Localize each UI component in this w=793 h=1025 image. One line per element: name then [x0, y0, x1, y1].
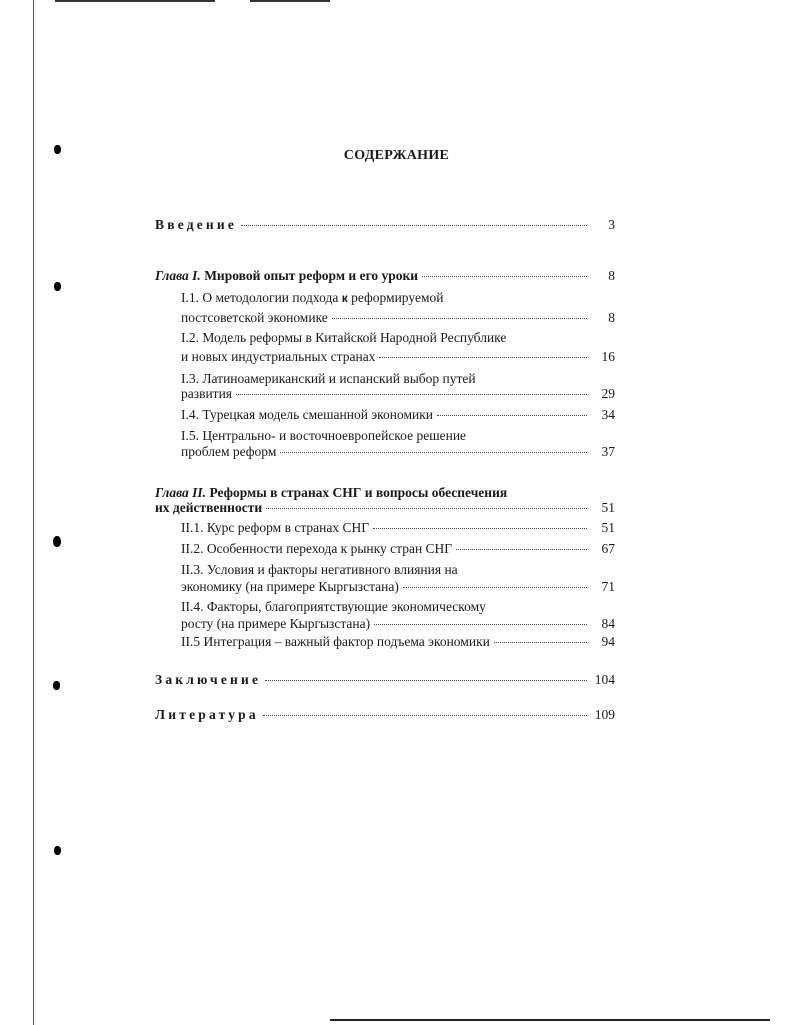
page-number: 8	[608, 310, 615, 325]
page-number: 34	[601, 407, 615, 422]
dot-leader	[266, 508, 587, 509]
dot-leader	[236, 394, 587, 395]
dot-leader	[403, 587, 587, 588]
page-number: 3	[608, 217, 615, 232]
toc-section-2-5[interactable]	[181, 632, 615, 651]
toc-chapter-1[interactable]	[155, 266, 615, 285]
page-number: 67	[601, 541, 615, 556]
dot-leader	[280, 452, 587, 453]
section-title-cont: и новых индустриальных странах	[181, 349, 376, 364]
chapter-prefix: Глава II.	[155, 485, 207, 500]
toc-entry-label: Введение	[155, 217, 238, 232]
toc-entry-conclusion[interactable]	[155, 670, 615, 689]
toc-chapter-2[interactable]	[155, 483, 615, 517]
page-number: 37	[601, 444, 615, 459]
section-title: II.4. Факторы, благоприятствующие экономическому	[181, 599, 486, 614]
chapter-title: Реформы в странах СНГ и вопросы обеспечения	[209, 485, 508, 500]
chapter-prefix: Глава I.	[155, 268, 201, 283]
scan-bottom-line	[330, 1019, 770, 1021]
toc-entry-label: Заключение	[155, 672, 262, 687]
toc-entry-literature[interactable]	[155, 705, 615, 724]
toc-section-1-2[interactable]	[181, 328, 615, 366]
toc-section-1-4[interactable]	[181, 405, 615, 424]
section-title: I.4. Турецкая модель смешанной экономики	[181, 407, 434, 422]
dot-leader	[332, 318, 587, 319]
toc-entry-introduction[interactable]	[155, 215, 615, 234]
section-title: I.1. О методологии подхода	[181, 290, 339, 305]
section-title-cont: развития	[181, 386, 233, 401]
scan-top-line	[250, 0, 330, 2]
scan-top-line	[55, 0, 215, 2]
section-title: I.2. Модель реформы в Китайской Народной Республике	[181, 330, 507, 345]
section-title-cont: проблем реформ	[181, 444, 277, 459]
page-number: 16	[601, 349, 615, 364]
section-title-cont: постсоветской экономике	[181, 310, 328, 325]
page-number: 29	[601, 386, 615, 401]
punch-hole	[53, 681, 60, 690]
dot-leader	[374, 624, 587, 625]
page-number: 8	[608, 268, 615, 283]
toc-section-1-3[interactable]	[181, 369, 615, 403]
punch-hole	[54, 846, 61, 855]
toc-entry-label: Литература	[155, 707, 259, 722]
section-title: II.1. Курс реформ в странах СНГ	[181, 520, 370, 535]
dot-leader	[379, 357, 587, 358]
page-number: 94	[601, 634, 615, 649]
section-title-cont: экономику (на примере Кыргызстана)	[181, 579, 399, 594]
dot-leader	[494, 642, 587, 643]
section-title: II.2. Особенности перехода к рынку стран СНГ	[181, 541, 453, 556]
toc-section-1-5[interactable]	[181, 426, 615, 461]
toc-section-2-2[interactable]	[181, 539, 615, 558]
dot-leader	[241, 225, 587, 226]
section-title: I.3. Латиноамериканский и испанский выбор путей	[181, 371, 476, 386]
toc-section-2-3[interactable]	[181, 560, 615, 596]
chapter-title-cont: их действенности	[155, 500, 263, 515]
toc-section-2-4[interactable]	[181, 597, 615, 633]
page-number: 109	[594, 707, 615, 722]
dot-leader	[263, 715, 587, 716]
chapter-title: Мировой опыт реформ и его уроки	[204, 268, 419, 283]
dot-leader	[422, 276, 587, 277]
section-title-letter: к	[341, 291, 348, 305]
section-title-cont: росту (на примере Кыргызстана)	[181, 616, 371, 631]
section-title: II.5 Интеграция – важный фактор подъема экономики	[181, 634, 490, 649]
page-number: 51	[601, 500, 615, 515]
page-number: 84	[601, 616, 615, 631]
dot-leader	[456, 549, 587, 550]
section-title: реформируемой	[351, 290, 444, 305]
dot-leader	[265, 680, 587, 681]
dot-leader	[373, 528, 587, 529]
section-title: I.5. Центрально- и восточноевропейское решение	[181, 428, 467, 443]
page-number: 51	[601, 520, 615, 535]
punch-hole	[53, 536, 61, 547]
dot-leader	[437, 415, 587, 416]
page-number: 104	[594, 672, 615, 687]
toc-section-1-1[interactable]	[181, 288, 615, 327]
section-title: II.3. Условия и факторы негативного влияния на	[181, 562, 458, 577]
page-title: СОДЕРЖАНИЕ	[343, 148, 450, 163]
toc-section-2-1[interactable]	[181, 518, 615, 537]
punch-hole	[54, 282, 61, 291]
page-number: 71	[601, 579, 615, 594]
